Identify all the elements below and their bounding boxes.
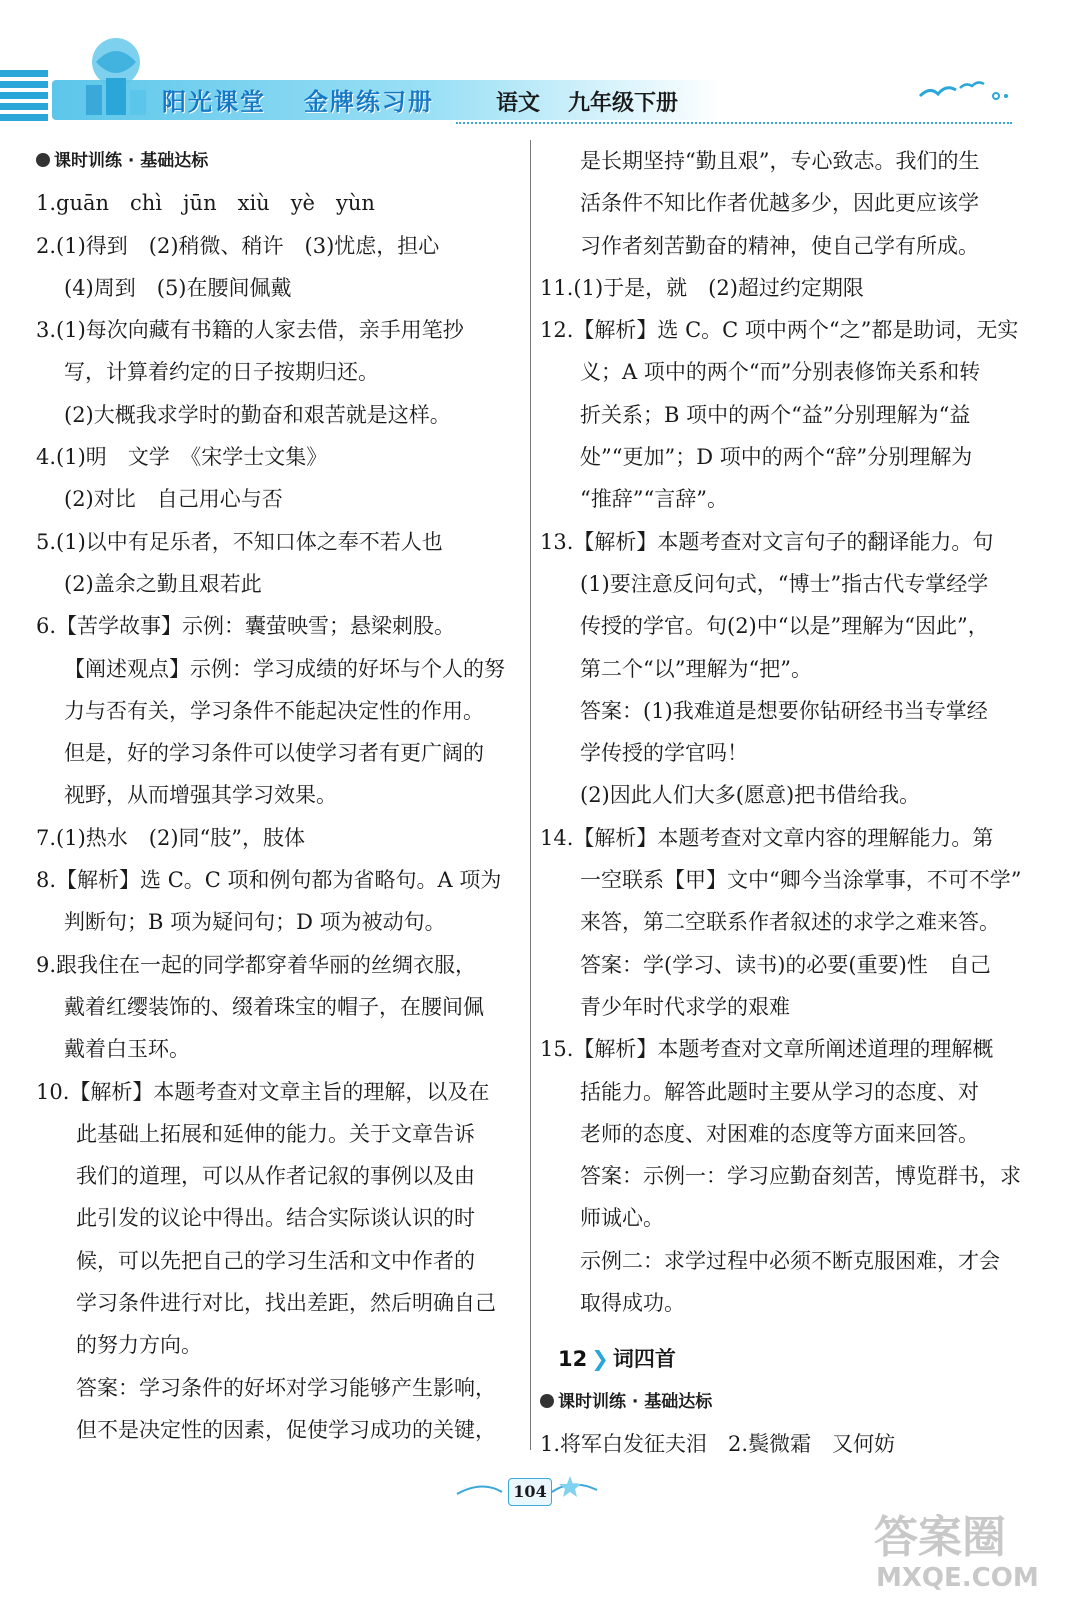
line-text: 12.【解析】选 C。C 项中两个“之”都是助词，无实 [540,318,1019,343]
text-line [36,182,522,224]
text-line [540,182,1020,224]
text-line [36,774,522,816]
text-line [540,901,1020,943]
text-line [36,521,522,563]
line-text: (4)周到 (5)在腰间佩戴 [64,275,292,300]
line-text: 此基础上拓展和延伸的能力。关于文章告诉 [76,1121,475,1146]
line-text: 青少年时代求学的艰难 [580,994,790,1019]
text-line [540,1240,1020,1282]
line-text: (2)大概我求学时的勤奋和艰苦就是这样。 [64,402,451,427]
line-text: 括能力。解答此题时主要从学习的态度、对 [580,1079,979,1104]
chapter-title: 词四首 [612,1347,676,1372]
line-text: 【阐述观点】示例：学习成绩的好坏与个人的努 [64,656,505,681]
text-line [540,1155,1020,1197]
line-text: 学习条件进行对比，找出差距，然后明确自己 [76,1291,496,1316]
line-text: (2)盖余之勤且艰若此 [64,571,262,596]
text-line [540,309,1020,351]
text-line [36,1409,522,1451]
watermark-logo [870,1500,1055,1595]
line-text: 示例二：求学过程中必须不断克服困难，才会 [580,1248,1000,1273]
text-line [540,859,1020,901]
text-line [540,605,1020,647]
right-column [540,140,1020,1465]
text-line [36,436,522,478]
text-line [36,901,522,943]
text-line [36,732,522,774]
page-number: 104 [508,1478,552,1506]
line-text: (2)因此人们大多(愿意)把书借给我。 [580,783,921,808]
line-text: 第二个“以”理解为“把”。 [580,656,812,681]
text-line [540,225,1020,267]
line-text: 但不是决定性的因素，促使学习成功的关键， [76,1417,496,1442]
text-line [540,1423,1020,1465]
line-text: 戴着红缨装饰的、缀着珠宝的帽子，在腰间佩 [64,994,484,1019]
text-line [540,436,1020,478]
line-text: 1.将军白发征夫泪 2.鬓微霜 又何妨 [540,1431,896,1456]
line-text: 判断句；B 项为疑问句；D 项为被动句。 [64,910,446,935]
text-line [36,1071,522,1113]
line-text: 答案：(1)我难道是想要你钻研经书当专掌经 [580,698,988,723]
line-text: 来答，第二空联系作者叙述的求学之难来答。 [580,910,1000,935]
text-line [36,309,522,351]
text-line [36,859,522,901]
page-header [0,0,1065,140]
text-line [36,1324,522,1366]
left-column [36,140,522,1451]
text-line [540,774,1020,816]
line-text: 力与否有关，学习条件不能起决定性的作用。 [64,698,484,723]
text-line [540,267,1020,309]
globe-logo-icon [76,30,156,120]
line-text: 10.【解析】本题考查对文章主旨的理解，以及在 [36,1079,490,1104]
line-text: 我们的道理，可以从作者记叙的事例以及由 [76,1164,475,1189]
line-text: 视野，从而增强其学习效果。 [64,783,337,808]
line-text: 此引发的议论中得出。结合实际谈认识的时 [76,1206,475,1231]
line-text: 4.(1)明 文学 《宋学士文集》 [36,445,328,470]
text-line [36,817,522,859]
line-text: 8.【解析】选 C。C 项和例句都为省略句。A 项为 [36,868,502,893]
line-text: 折关系；B 项中的两个“益”分别理解为“益 [580,402,971,427]
text-line [36,648,522,690]
line-text: 答案：学习条件的好坏对学习能够产生影响， [76,1375,496,1400]
text-line [540,563,1020,605]
line-text: 但是，好的学习条件可以使学习者有更广阔的 [64,741,484,766]
text-line [540,140,1020,182]
birds-icon [910,66,1020,116]
line-text: 11.(1)于是，就 (2)超过约定期限 [540,275,864,300]
chapter-number: 12 [558,1347,588,1372]
line-text: 2.(1)得到 (2)稍微、稍许 (3)忧虑，担心 [36,233,440,258]
text-line [36,1155,522,1197]
header-stripes [0,70,48,126]
text-line [36,1113,522,1155]
line-text: 14.【解析】本题考查对文章内容的理解能力。第 [540,825,994,850]
text-line [540,986,1020,1028]
line-text: (2)对比 自己用心与否 [64,487,283,512]
section-heading [36,140,522,182]
text-line [540,521,1020,563]
line-text: 的努力方向。 [76,1333,202,1358]
line-text: 老师的态度、对困难的态度等方面来回答。 [580,1121,979,1146]
text-line [540,1197,1020,1239]
line-text: 课时训练 · 基础达标 [558,1391,713,1412]
watermark-title: 答案圈 [874,1512,1006,1563]
line-text: 候，可以先把自己的学习生活和文中作者的 [76,1248,475,1273]
text-line [36,690,522,732]
line-text: 答案：学(学习、读书)的必要(重要)性 自己 [580,952,991,977]
text-line [540,1071,1020,1113]
text-line [36,986,522,1028]
line-text: 答案：示例一：学习应勤奋刻苦，博览群书，求 [580,1164,1021,1189]
text-line [540,817,1020,859]
text-line [540,690,1020,732]
text-line [36,1028,522,1070]
brand-title: 阳光课堂 [162,87,266,116]
line-text: 义；A 项中的两个“而”分别表修饰关系和转 [580,360,981,385]
line-text: 1.guān chì jūn xiù yè yùn [36,191,375,216]
section-bullet-icon [36,153,50,167]
text-line [540,1028,1020,1070]
text-line [540,478,1020,520]
line-text: 9.跟我住在一起的同学都穿着华丽的丝绸衣服， [36,952,477,977]
column-divider [530,140,531,1450]
grade-label: 九年级下册 [568,90,679,116]
line-text: 学传授的学官吗！ [580,741,748,766]
line-text: 15.【解析】本题考查对文章所阐述道理的理解概 [540,1037,994,1062]
text-line [36,225,522,267]
brand-subtitle: 金牌练习册 [304,87,434,116]
text-line [36,267,522,309]
text-line [540,732,1020,774]
text-line [36,563,522,605]
line-text: 写，计算着约定的日子按期归还。 [64,360,379,385]
line-text: 3.(1)每次向藏有书籍的人家去借，亲手用笔抄 [36,318,464,343]
line-text: 7.(1)热水 (2)同“肢”，肢体 [36,825,306,850]
section-bullet-icon [540,1394,554,1408]
chapter-heading [540,1338,1020,1380]
line-text: 活条件不知比作者优越多少，因此更应该学 [580,191,979,216]
text-line [36,1240,522,1282]
line-text: 戴着白玉环。 [64,1037,190,1062]
line-text: 5.(1)以中有足乐者，不知口体之奉不若人也 [36,529,443,554]
text-line [36,1197,522,1239]
header-dotted-line [456,122,1012,124]
text-line [540,944,1020,986]
watermark-url: MXQE.COM [876,1563,1039,1593]
line-text: 处”“更加”；D 项中的两个“辞”分别理解为 [580,445,973,470]
line-text: (1)要注意反问句式，“博士”指古代专掌经学 [580,571,989,596]
text-line [540,1324,1020,1338]
text-line [36,478,522,520]
text-line [36,944,522,986]
line-text: 取得成功。 [580,1291,685,1316]
line-text: 6.【苦学故事】示例：囊萤映雪；悬梁刺股。 [36,614,456,639]
section-heading [540,1381,1020,1423]
line-text: “推辞”“言辞”。 [580,487,728,512]
text-line [36,394,522,436]
line-text: 习作者刻苦勤奋的精神，使自己学有所成。 [580,233,979,258]
chevron-right-icon: ❯ [591,1347,609,1372]
line-text: 是长期坚持“勤且艰”，专心致志。我们的生 [580,149,980,173]
line-text: 师诚心。 [580,1206,664,1231]
text-line [540,351,1020,393]
text-line [540,1113,1020,1155]
line-text: 13.【解析】本题考查对文言句子的翻译能力。句 [540,529,994,554]
text-line [540,394,1020,436]
text-line [540,648,1020,690]
subject-label: 语文 [496,90,541,116]
text-line [36,1367,522,1409]
text-line [540,1282,1020,1324]
text-line [36,605,522,647]
text-line [36,1282,522,1324]
line-text: 一空联系【甲】文中“卿今当涂掌事，不可不学” [580,868,1022,893]
text-line [36,351,522,393]
line-text: 课时训练 · 基础达标 [54,151,209,171]
line-text: 传授的学官。句(2)中“以是”理解为“因此”， [580,614,989,639]
